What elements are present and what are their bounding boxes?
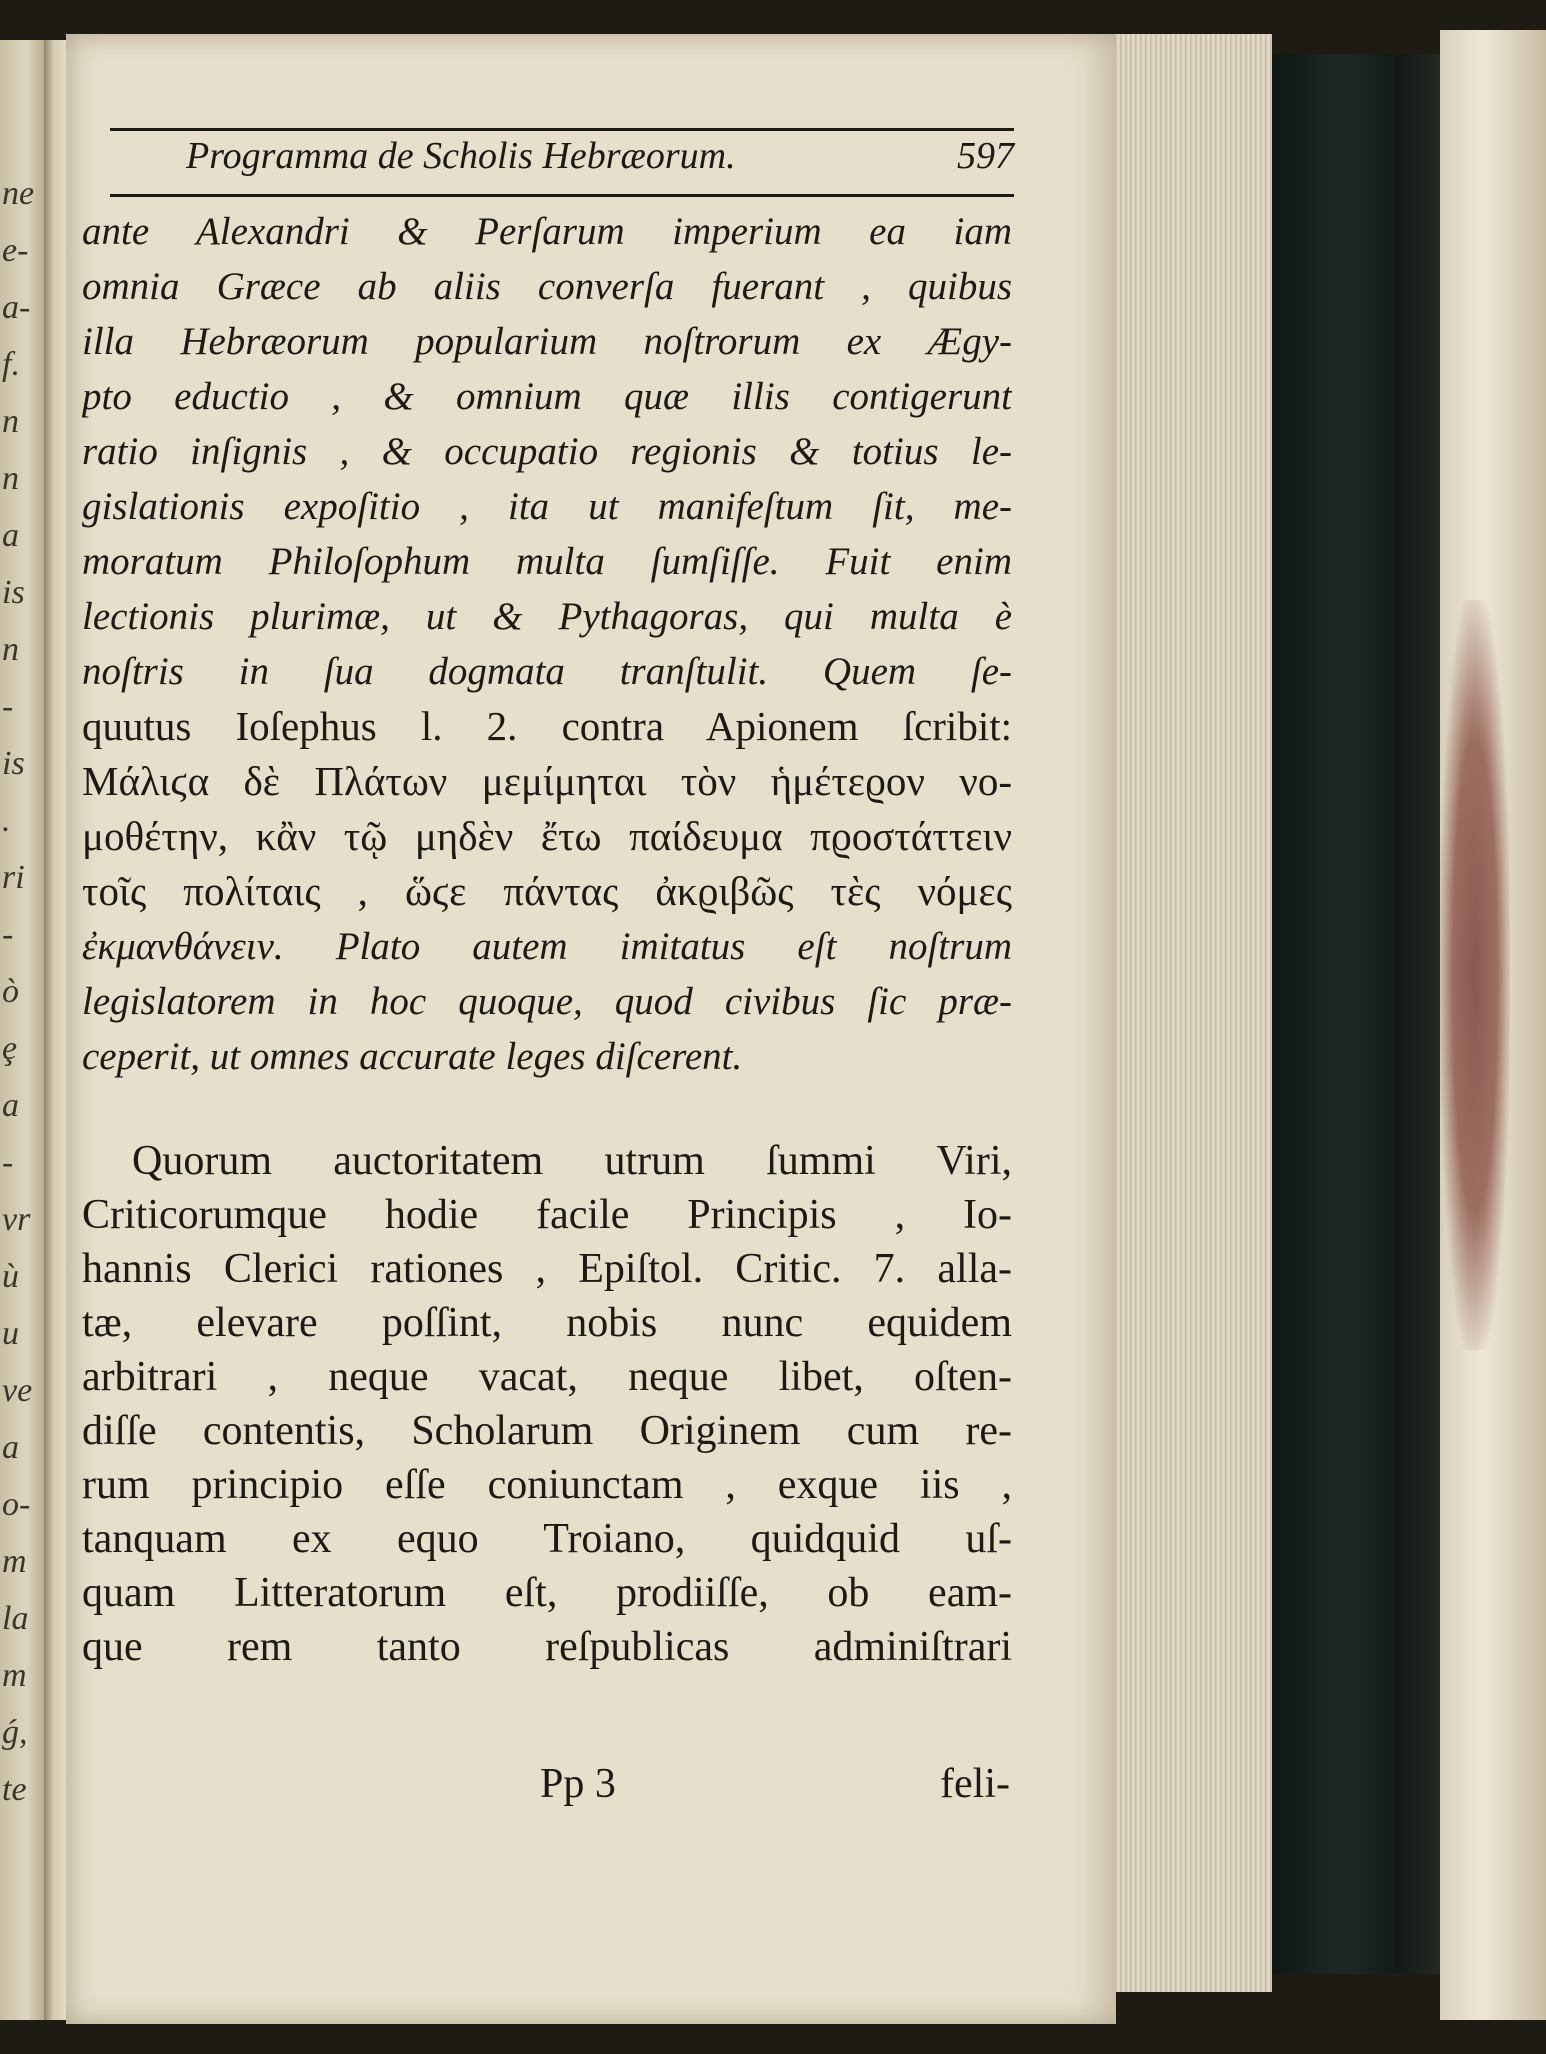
margin-fragment: is: [2, 745, 25, 782]
margin-fragment: f.: [2, 346, 20, 383]
margin-fragment: .: [2, 802, 11, 839]
margin-fragment: ne: [2, 175, 35, 212]
text-line: moratum Philoſophum multa ſumſiſſe. Fuit enim: [82, 540, 1012, 583]
margin-fragment: m: [2, 1543, 27, 1580]
margin-fragment: is: [2, 574, 25, 611]
previous-page: [0, 40, 44, 2020]
text-line: rum principio eſſe coniunctam , exque iis ,: [82, 1462, 1012, 1508]
greek-line: μοθέτην, κἂν τῷ μηδὲν ἔτω παίδευμα πϱοστάττειν: [82, 813, 1012, 859]
cover-stain: [1440, 600, 1510, 1350]
margin-fragment: ǵ,: [2, 1714, 28, 1751]
margin-fragment: ù: [2, 1258, 19, 1295]
margin-fragment: a: [2, 1087, 19, 1124]
text-line: ἐκμανθάνειν. Plato autem imitatus eſt noſtrum: [82, 925, 1012, 968]
text-line: tæ, elevare poſſint, nobis nunc equidem: [82, 1300, 1012, 1346]
book-spine: [1272, 54, 1452, 1974]
margin-fragment: ȩ: [2, 1030, 18, 1067]
text-line: legislatorem in hoc quoque, quod civibus ſic præ-: [82, 980, 1012, 1023]
text-line: ratio inſignis , & occupatio regionis & totius le-: [82, 430, 1012, 473]
margin-fragment: ri: [2, 859, 25, 896]
margin-fragment: vr: [2, 1201, 31, 1238]
margin-fragment: n: [2, 403, 19, 440]
text-line: lectionis plurimæ, ut & Pythagoras, qui multa è: [82, 595, 1012, 638]
text-line: que rem tanto reſpublicas adminiſtrari: [82, 1624, 1012, 1670]
margin-fragment: n: [2, 460, 19, 497]
text-line: quam Litteratorum eſt, prodiiſſe, ob eam-: [82, 1570, 1012, 1616]
margin-fragment: -: [2, 1144, 14, 1181]
text-line: illa Hebræorum popularium noſtrorum ex Ægy-: [82, 320, 1012, 363]
greek-line: τοῖς πολίταις , ὥϛε πάντας ἀκϱιβῶς τὲς νόμες: [82, 868, 1012, 914]
paragraph-2: [82, 1134, 1012, 1674]
text-line: noſtris in ſua dogmata tranſtulit. Quem ſe-: [82, 650, 1012, 693]
text-line: gislationis expoſitio , ita ut manifeſtum ſit, me-: [82, 485, 1012, 528]
text-line: tanquam ex equo Troiano, quidquid uſ-: [82, 1516, 1012, 1562]
text-line: omnia Græce ab aliis converſa fuerant , quibus: [82, 265, 1012, 308]
previous-page-margin-text: [2, 165, 44, 1818]
header-rule-bottom: [110, 194, 1014, 197]
text-line: pto eductio , & omnium quæ illis contigerunt: [82, 375, 1012, 418]
margin-fragment: -: [2, 916, 14, 953]
margin-fragment: la: [2, 1600, 29, 1637]
page-number: 597: [957, 135, 1014, 177]
catchword: feli-: [940, 1761, 1010, 1807]
text-line: quutus Ioſephus l. 2. contra Apionem ſcribit:: [82, 703, 1012, 749]
margin-fragment: ve: [2, 1372, 33, 1409]
running-title: Programma de Scholis Hebræorum.: [186, 135, 736, 177]
margin-fragment: u: [2, 1315, 19, 1352]
margin-fragment: m: [2, 1657, 27, 1694]
text-line: Quorum auctoritatem utrum ſummi Viri,: [132, 1138, 1012, 1184]
page-footer: [540, 1760, 1010, 1816]
text-line: diſſe contentis, Scholarum Originem cum re-: [82, 1408, 1012, 1454]
text-line: ante Alexandri & Perſarum imperium ea iam: [82, 210, 1012, 253]
header-rule-top: [110, 128, 1014, 131]
margin-fragment: te: [2, 1771, 27, 1808]
text-line: ceperit, ut omnes accurate leges diſcerent.: [82, 1035, 743, 1078]
text-line: Criticorumque hodie facile Principis , Io-: [82, 1192, 1012, 1238]
margin-fragment: a-: [2, 289, 31, 326]
signature-mark: Pp 3: [540, 1761, 616, 1807]
margin-fragment: o-: [2, 1486, 31, 1523]
paragraph-1: [82, 204, 1012, 1084]
running-head: [110, 134, 1014, 184]
margin-fragment: a: [2, 1429, 19, 1466]
text-line: hannis Clerici rationes , Epiſtol. Critic. 7. alla-: [82, 1246, 1012, 1292]
text-block: [82, 204, 1012, 1674]
margin-fragment: e-: [2, 232, 29, 269]
margin-fragment: -: [2, 688, 14, 725]
margin-fragment: n: [2, 631, 19, 668]
book-gutter: [44, 40, 66, 2020]
margin-fragment: ò: [2, 973, 19, 1010]
page-edges: [1116, 34, 1272, 1992]
margin-fragment: a: [2, 517, 19, 554]
paragraph-gap: [82, 1084, 1012, 1134]
greek-line: Μάλιϛα δὲ Πλάτων μεμίμηται τὸν ἡμέτεϱον νο-: [82, 758, 1012, 804]
text-line: arbitrari , neque vacat, neque libet, oſten-: [82, 1354, 1012, 1400]
